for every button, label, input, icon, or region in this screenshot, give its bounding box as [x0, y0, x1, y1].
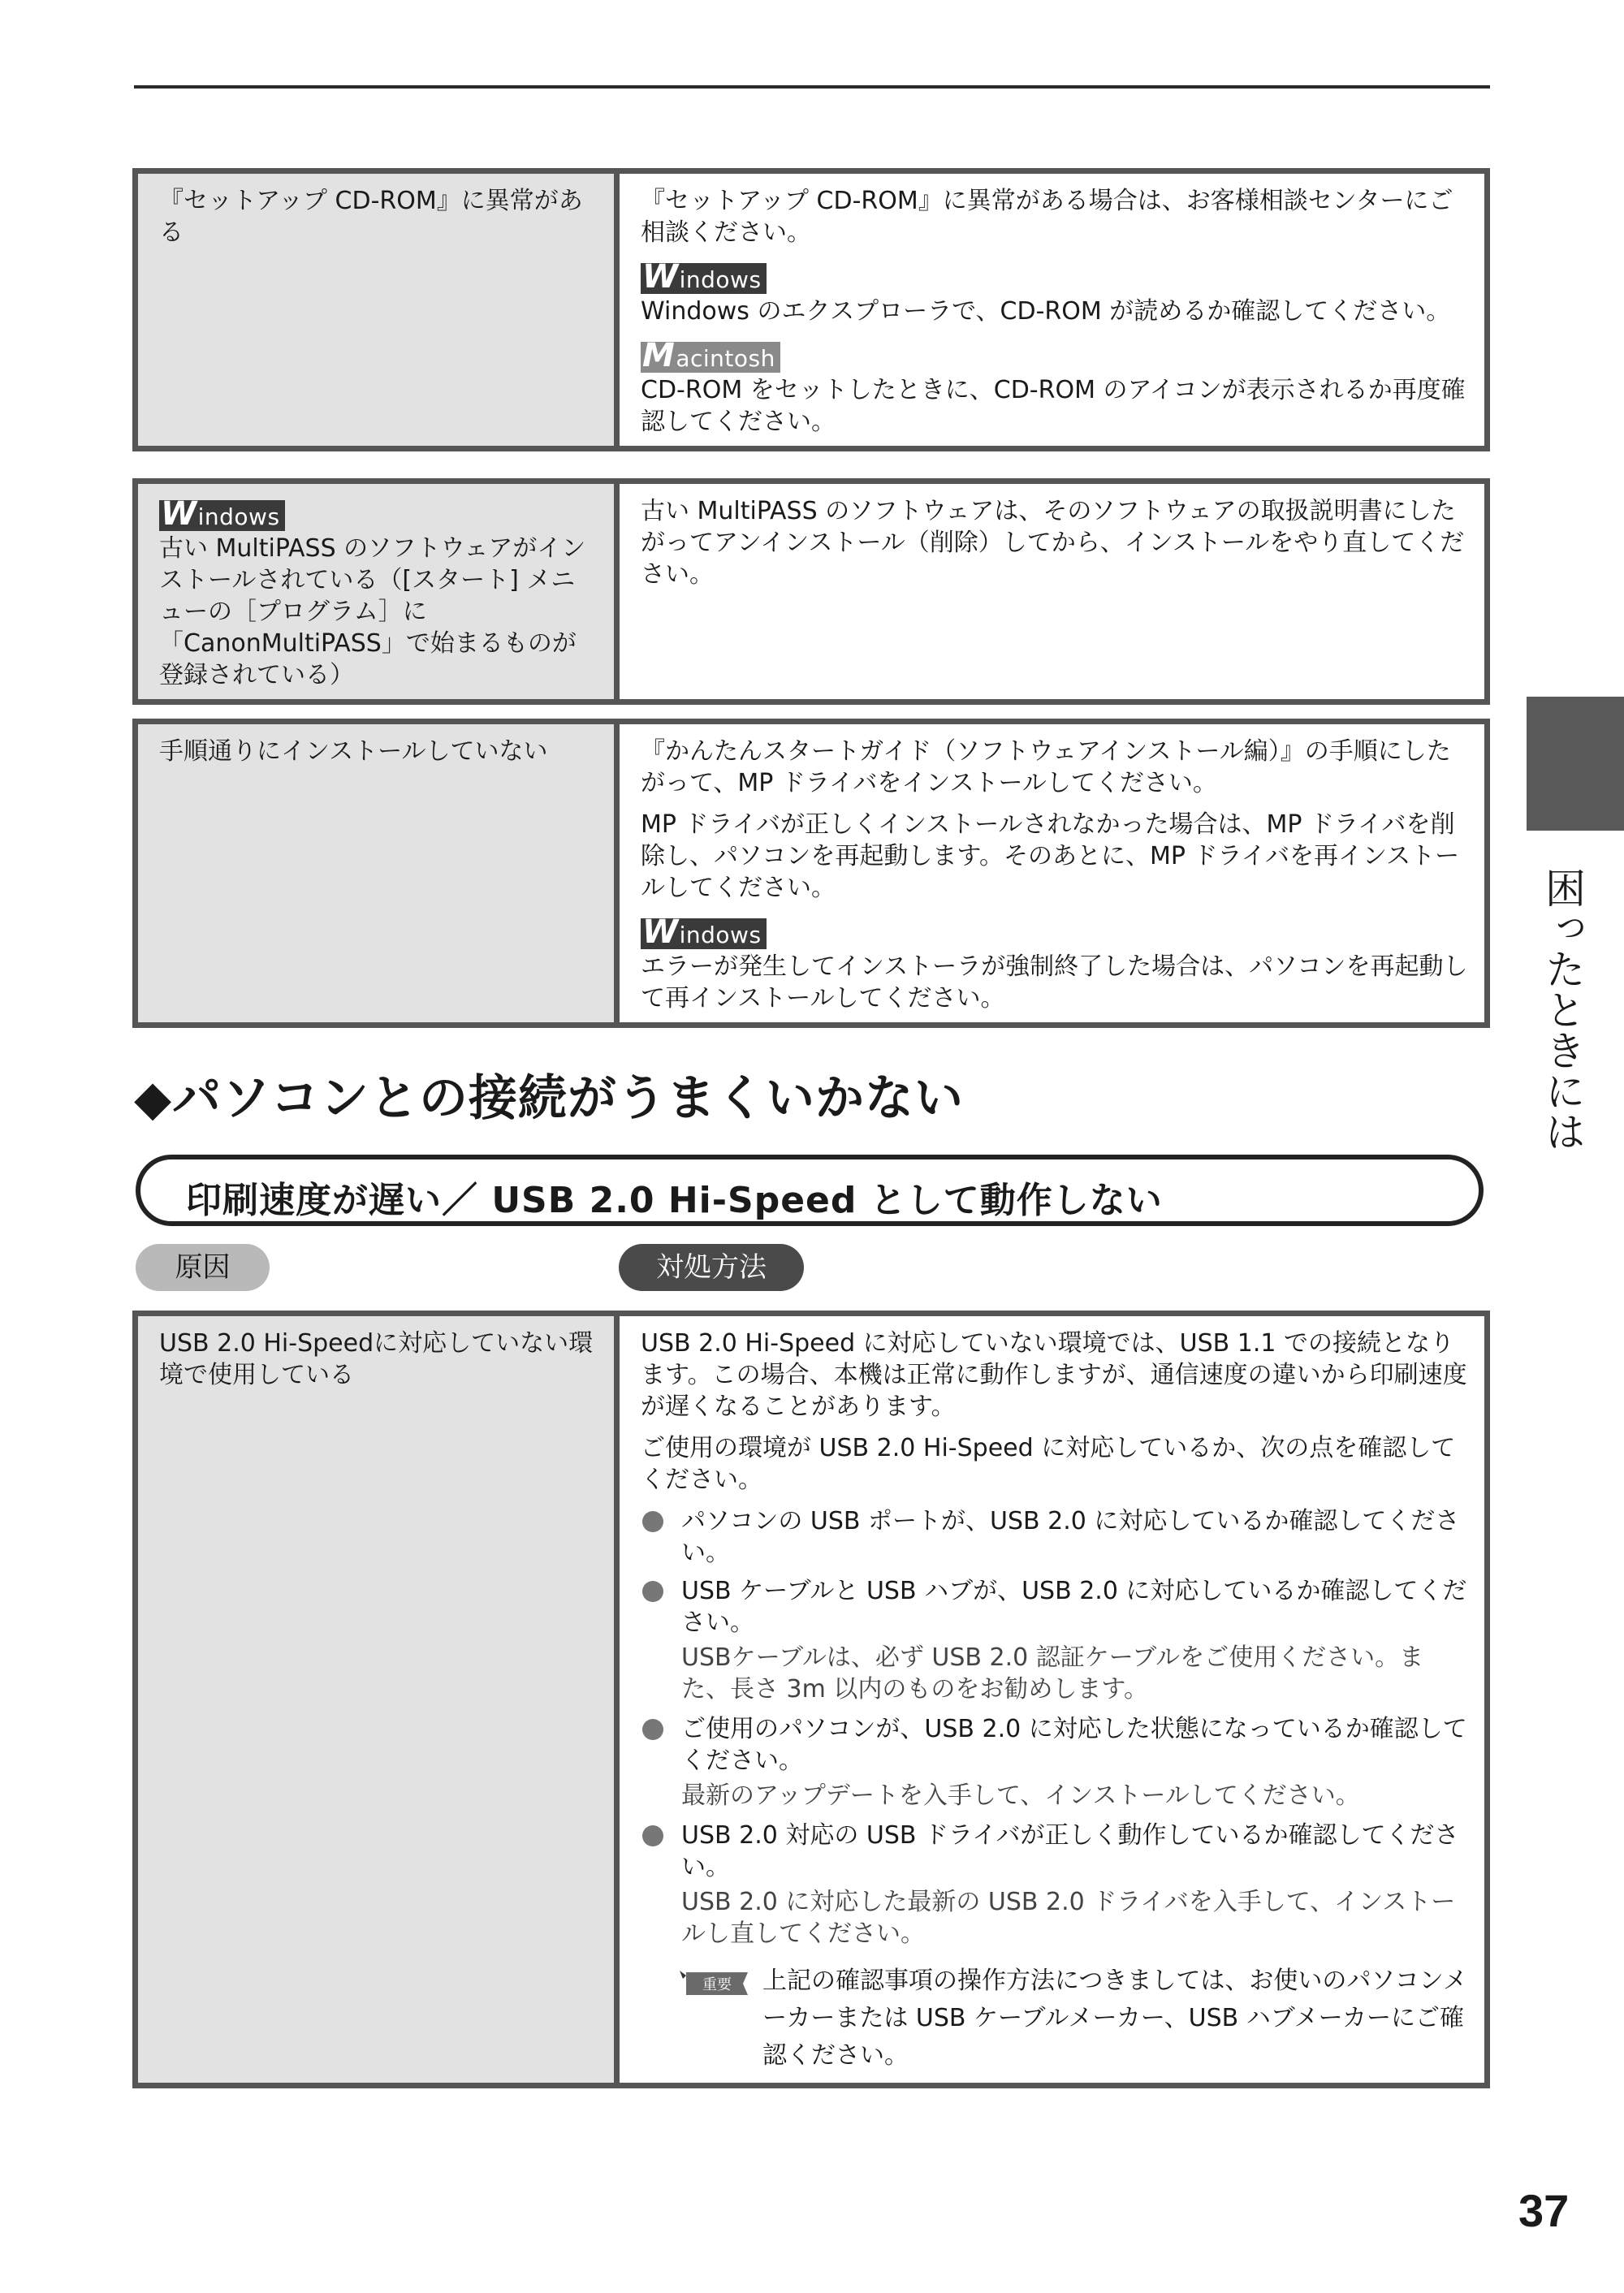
check-item-text: USB 2.0 対応の USB ドライバが正しく動作しているか確認してください。	[681, 1821, 1459, 1881]
cause-text: 手順通りにインストールしていない	[159, 737, 548, 766]
cause-text: USB 2.0 Hi-Speedに対応していない環境で使用している	[159, 1329, 594, 1389]
chapter-tab	[1527, 697, 1624, 831]
table-row	[136, 171, 1488, 449]
check-item-text: パソコンの USB ポートが、USB 2.0 に対応しているか確認してください。	[681, 1507, 1460, 1567]
subsection-frame	[136, 1155, 1484, 1226]
subsection-title: 印刷速度が遅い／ USB 2.0 Hi-Speed として動作しない	[186, 1180, 1163, 1221]
trouble-table-multipass	[132, 478, 1490, 705]
chapter-label: 困ったときには	[1539, 867, 1586, 1151]
table-row	[136, 722, 1488, 1026]
macintosh-badge: Macintosh	[641, 337, 1468, 374]
check-item	[641, 1820, 1468, 1883]
section-heading: ◆パソコンとの接続がうまくいかない	[134, 1070, 964, 1127]
remedy-cell	[617, 722, 1488, 1026]
remedy-label: 対処方法	[619, 1244, 804, 1291]
remedy-text: 古い MultiPASS のソフトウェアは、そのソフトウェアの取扱説明書にしたがってアンインストール（削除）してから、インストールをやり直してください。	[641, 497, 1465, 589]
remedy-text: 『かんたんスタートガイド（ソフトウェアインストール編）』の手順にしたがって、MP ドライバをインストールしてください。	[641, 737, 1451, 797]
cause-cell	[136, 481, 617, 702]
check-item	[641, 1505, 1468, 1569]
cause-label: 原因	[136, 1244, 270, 1291]
bullet-icon	[642, 1719, 663, 1740]
trouble-table-usb	[132, 1311, 1490, 2088]
important-note	[641, 1963, 1468, 2075]
table-row	[136, 481, 1488, 702]
check-item	[641, 1575, 1468, 1639]
cause-text: 『セットアップ CD-ROM』に異常がある	[159, 187, 583, 247]
remedy-cell	[617, 171, 1488, 449]
cause-cell	[136, 722, 617, 1026]
check-item-note: USBケーブルは、必ず USB 2.0 認証ケーブルをご使用ください。また、長さ 3m 以内のものをお勧めします。	[681, 1643, 1424, 1704]
windows-badge: Windows	[641, 913, 1468, 951]
remedy-cell	[617, 1314, 1488, 2086]
page-number: 37	[1518, 2185, 1570, 2236]
bullet-icon	[642, 1581, 663, 1602]
windows-badge: Windows	[641, 258, 1468, 296]
check-item-note: USB 2.0 に対応した最新の USB 2.0 ドライバを入手して、インストールし直してください。	[681, 1888, 1456, 1948]
cause-cell	[136, 171, 617, 449]
trouble-table-cdrom	[132, 168, 1490, 451]
top-rule	[134, 85, 1490, 89]
check-item-text: ご使用のパソコンが、USB 2.0 に対応した状態になっているか確認してください。	[681, 1715, 1467, 1775]
important-icon	[680, 1969, 751, 1998]
remedy-text: 『セットアップ CD-ROM』に異常がある場合は、お客様相談センターにご相談ください。	[641, 187, 1453, 247]
windows-badge: Windows	[159, 495, 598, 533]
remedy-text: エラーが発生してインストーラが強制終了した場合は、パソコンを再起動して再インストールしてください。	[641, 952, 1468, 1013]
bullet-icon	[642, 1511, 663, 1532]
remedy-text: Windows のエクスプローラで、CD-ROM が読めるか確認してください。	[641, 297, 1451, 326]
trouble-table-install	[132, 719, 1490, 1028]
check-item	[641, 1713, 1468, 1777]
cause-text: 古い MultiPASS のソフトウェアがインストールされている（[スタート] メニューの［プログラム］に「CanonMultiPASS」で始まるものが登録されている）	[159, 534, 586, 689]
remedy-text: CD-ROM をセットしたときに、CD-ROM のアイコンが表示されるか再度確認してください。	[641, 376, 1466, 436]
table-row	[136, 1314, 1488, 2086]
remedy-text: ご使用の環境が USB 2.0 Hi-Speed に対応しているか、次の点を確認してください。	[641, 1434, 1456, 1494]
check-item-text: USB ケーブルと USB ハブが、USB 2.0 に対応しているか確認してください。	[681, 1577, 1467, 1637]
svg-text:重要: 重要	[702, 1976, 732, 1993]
remedy-cell	[617, 481, 1488, 702]
cause-cell	[136, 1314, 617, 2086]
remedy-text: MP ドライバが正しくインストールされなかった場合は、MP ドライバを削除し、パソコンを再起動します。そのあとに、MP ドライバを再インストールしてください。	[641, 810, 1460, 902]
bullet-icon	[642, 1825, 663, 1846]
check-item-note: 最新のアップデートを入手して、インストールしてください。	[681, 1781, 1360, 1810]
remedy-text: USB 2.0 Hi-Speed に対応していない環境では、USB 1.1 での接続となります。この場合、本機は正常に動作しますが、通信速度の違いから印刷速度が遅くなることがあります。	[641, 1329, 1467, 1421]
important-text: 上記の確認事項の操作方法につきましては、お使いのパソコンメーカーまたは USB ケーブルメーカー、USB ハブメーカーにご確認ください。	[762, 1967, 1467, 2070]
